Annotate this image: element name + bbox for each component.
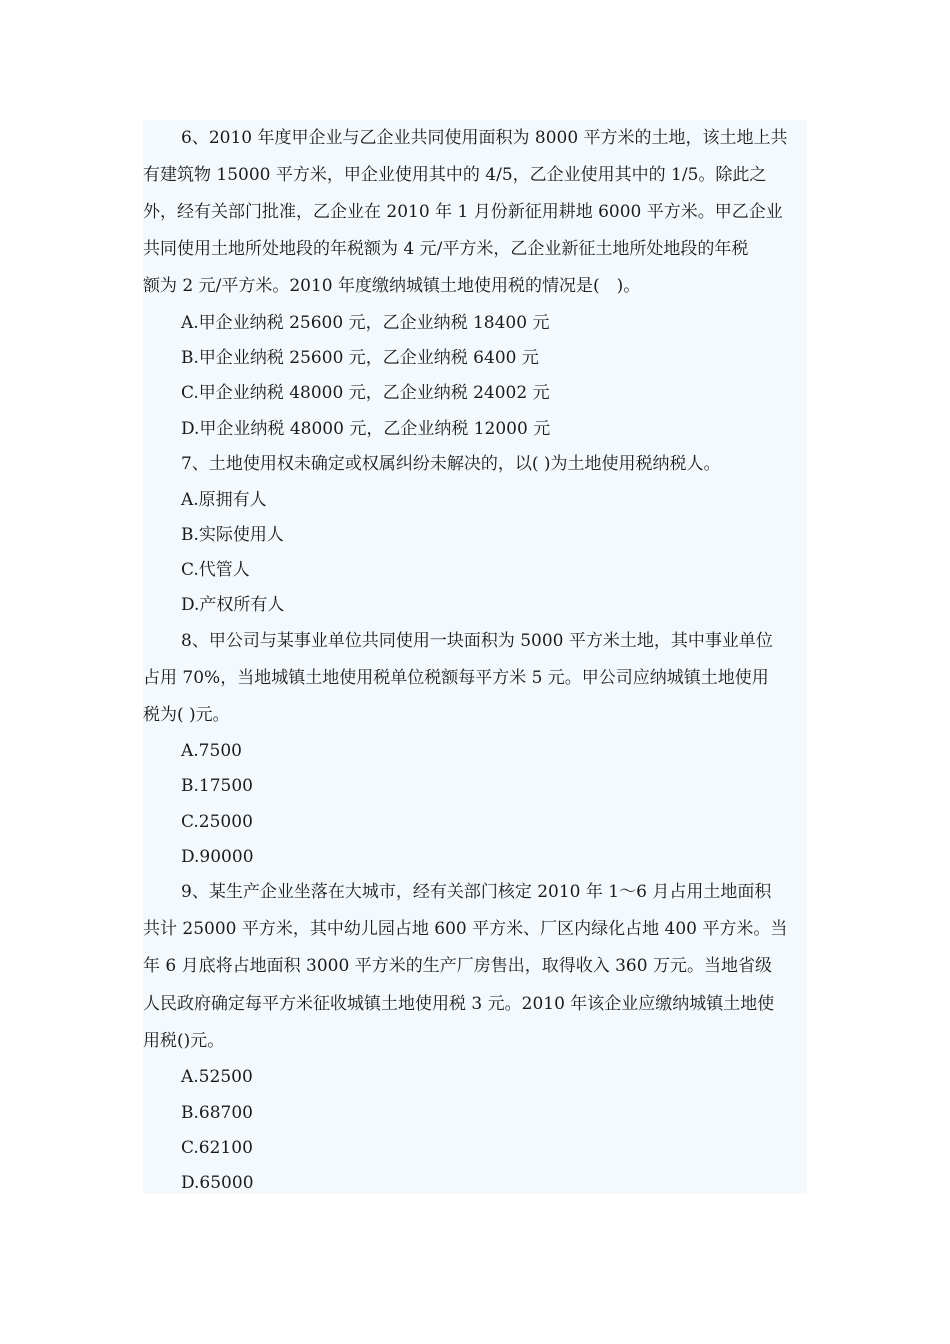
question-7-option-b: B.实际使用人	[181, 525, 284, 545]
document-content	[143, 120, 807, 1194]
question-8-line-2: 占用 70%，当地城镇土地使用税单位税额每平方米 5 元。甲公司应纳城镇土地使用	[143, 668, 769, 688]
question-6-line-2: 有建筑物 15000 平方米，甲企业使用其中的 4/5，乙企业使用其中的 1/5。除此之	[143, 165, 767, 185]
question-6-line-3: 外，经有关部门批准，乙企业在 2010 年 1 月份新征用耕地 6000 平方米。甲乙企业	[143, 202, 783, 222]
question-9-option-a: A.52500	[181, 1067, 253, 1087]
question-6-option-d: D.甲企业纳税 48000 元，乙企业纳税 12000 元	[181, 419, 551, 439]
question-8-option-c: C.25000	[181, 812, 253, 832]
question-6-line-5: 额为 2 元/平方米。2010 年度缴纳城镇土地使用税的情况是( )。	[143, 276, 641, 296]
question-7-option-c: C.代管人	[181, 560, 250, 580]
question-6-option-c: C.甲企业纳税 48000 元，乙企业纳税 24002 元	[181, 383, 550, 403]
question-9-option-d: D.65000	[181, 1173, 254, 1193]
question-7-option-a: A.原拥有人	[181, 490, 267, 510]
question-6-line-1: 6、2010 年度甲企业与乙企业共同使用面积为 8000 平方米的土地，该土地上共	[181, 128, 788, 148]
question-8-line-3: 税为( )元。	[143, 705, 230, 725]
question-9-option-b: B.68700	[181, 1103, 253, 1123]
question-7-option-d: D.产权所有人	[181, 595, 285, 615]
question-8-line-1: 8、甲公司与某事业单位共同使用一块面积为 5000 平方米土地，其中事业单位	[181, 631, 773, 651]
question-9-line-4: 人民政府确定每平方米征收城镇土地使用税 3 元。2010 年该企业应缴纳城镇土地使	[143, 994, 775, 1014]
question-8-option-a: A.7500	[181, 741, 242, 761]
question-9-line-1: 9、某生产企业坐落在大城市，经有关部门核定 2010 年 1～6 月占用土地面积	[181, 882, 772, 902]
question-8-option-b: B.17500	[181, 776, 253, 796]
question-7-line-1: 7、土地使用权未确定或权属纠纷未解决的，以( )为土地使用税纳税人。	[181, 454, 721, 474]
question-6-option-a: A.甲企业纳税 25600 元，乙企业纳税 18400 元	[181, 313, 550, 333]
question-8-option-d: D.90000	[181, 847, 254, 867]
question-9-line-3: 年 6 月底将占地面积 3000 平方米的生产厂房售出，取得收入 360 万元。当地省级	[143, 956, 772, 976]
question-6-line-4: 共同使用土地所处地段的年税额为 4 元/平方米，乙企业新征土地所处地段的年税	[143, 239, 749, 259]
question-9-line-5: 用税()元。	[143, 1031, 225, 1051]
question-6-option-b: B.甲企业纳税 25600 元，乙企业纳税 6400 元	[181, 348, 539, 368]
question-9-line-2: 共计 25000 平方米，其中幼儿园占地 600 平方米、厂区内绿化占地 400 平方米。当	[143, 919, 788, 939]
question-9-option-c: C.62100	[181, 1138, 253, 1158]
